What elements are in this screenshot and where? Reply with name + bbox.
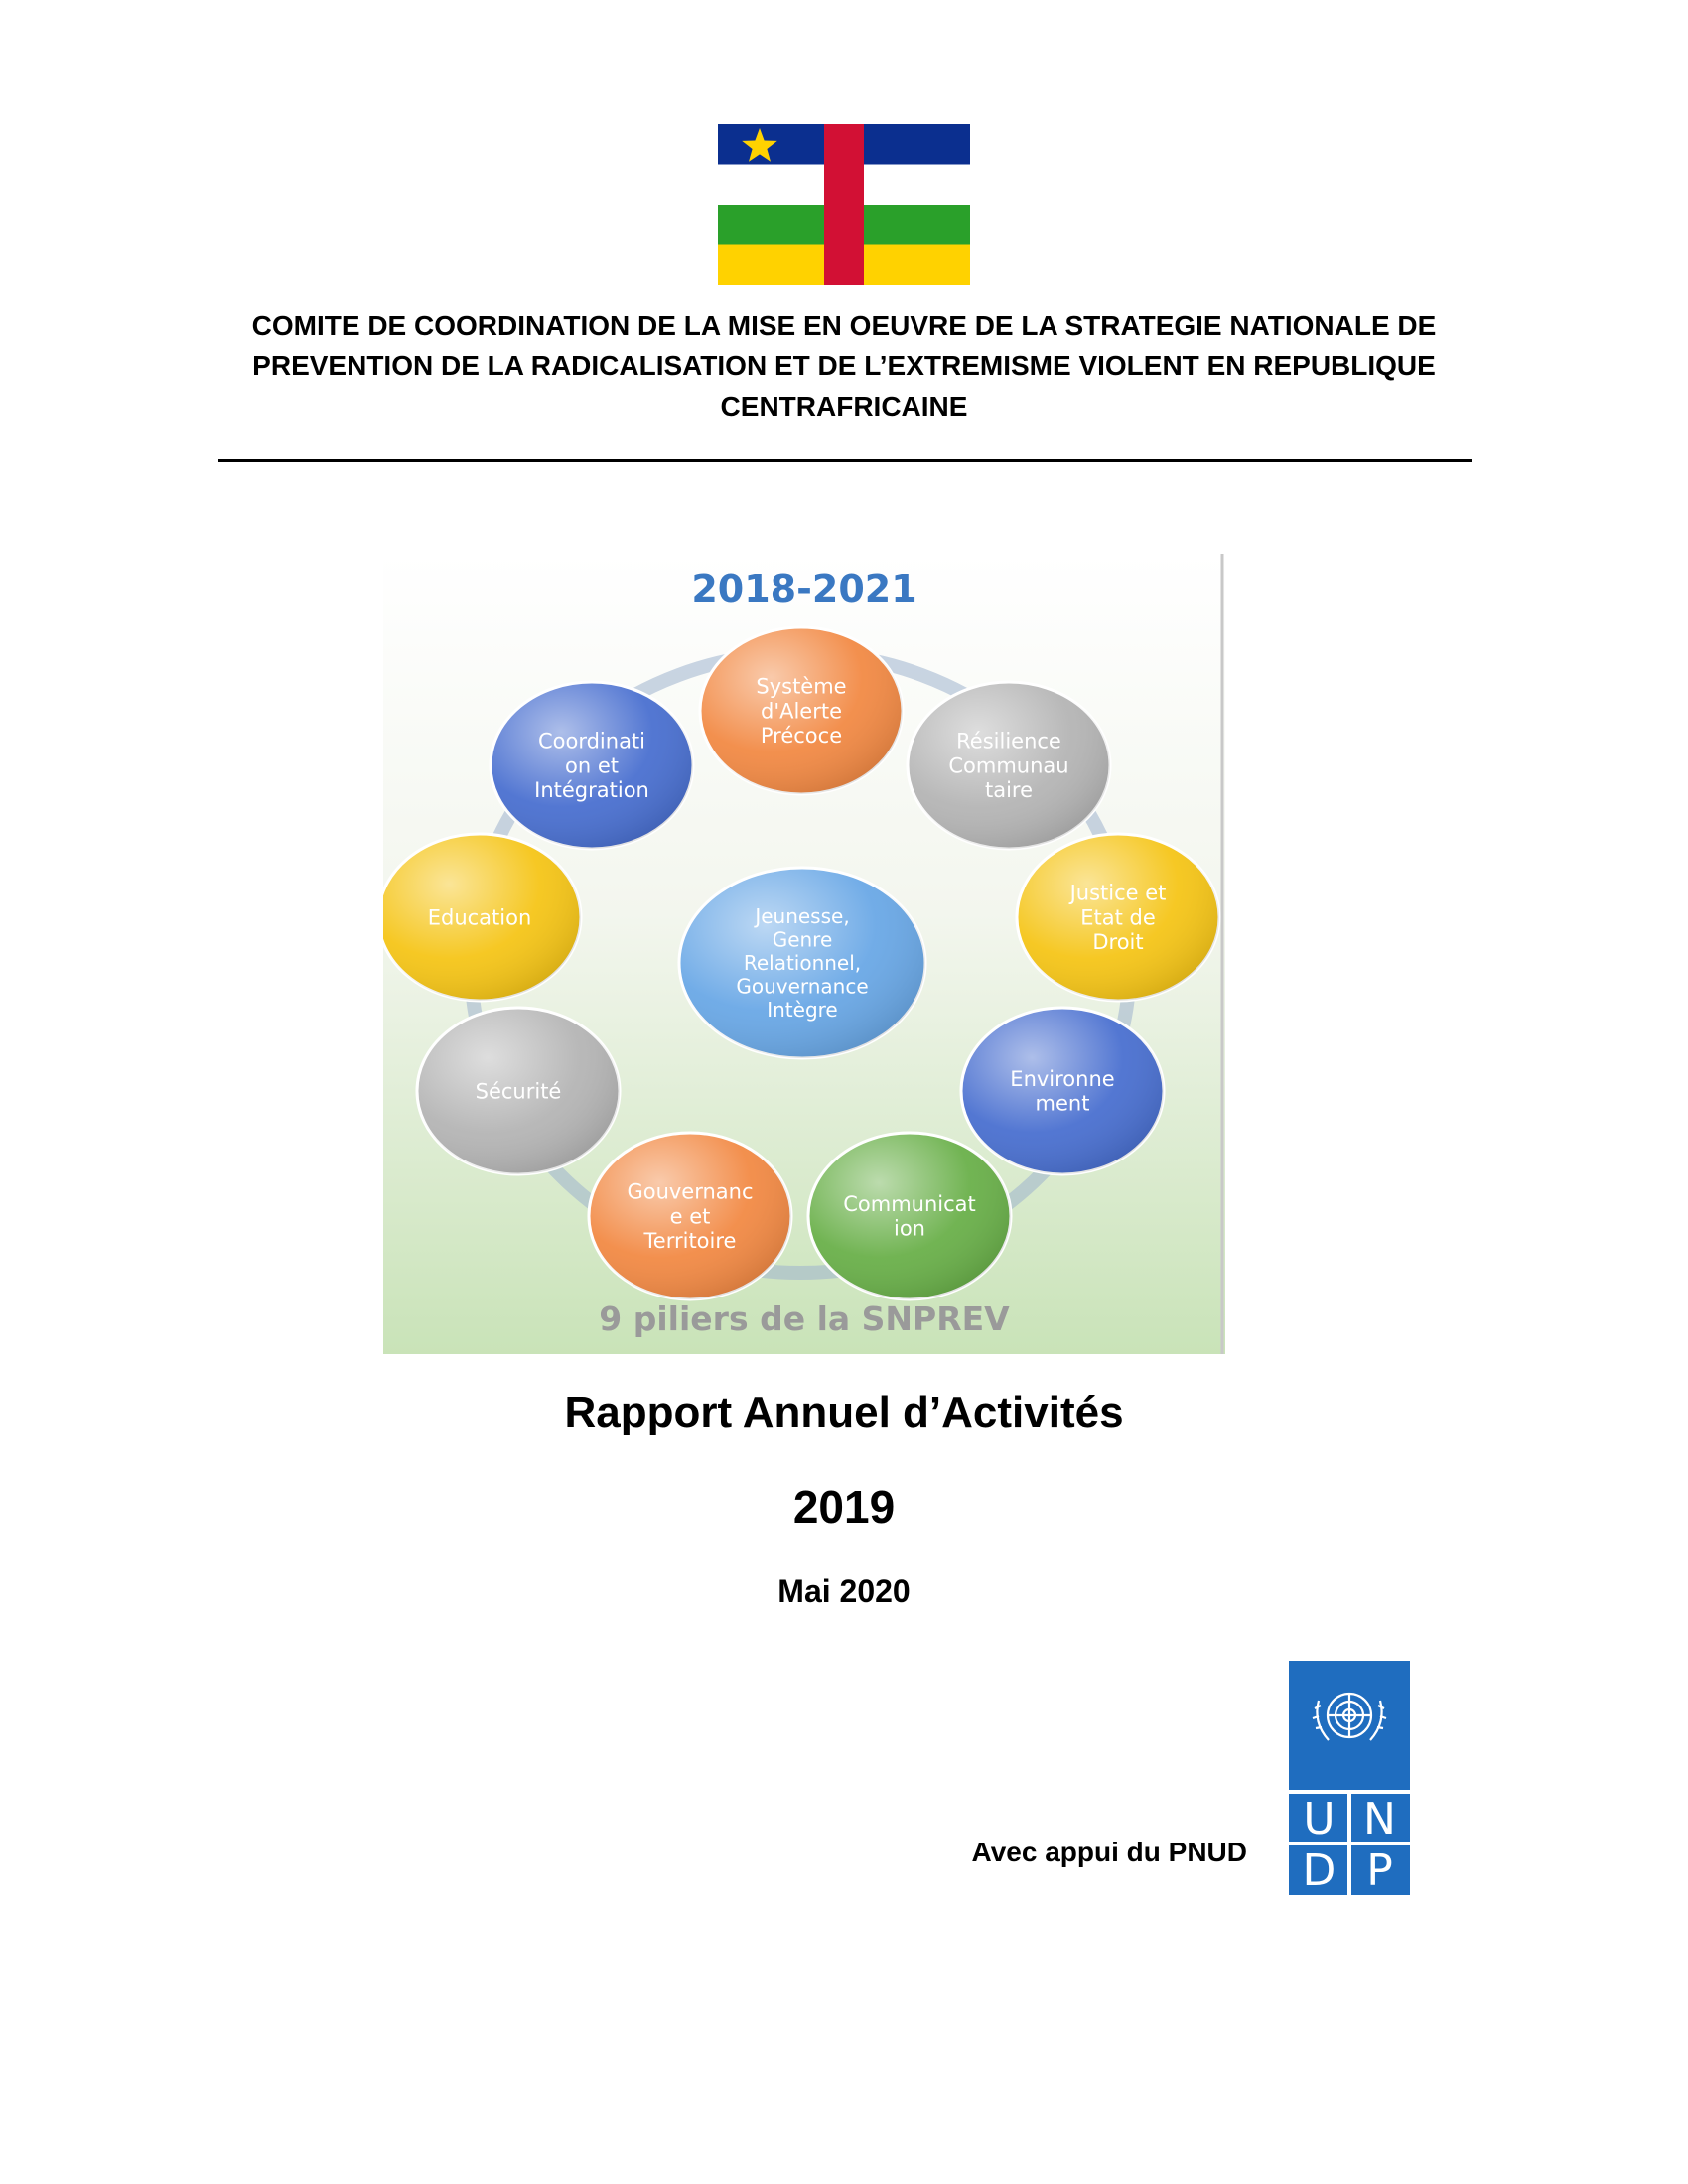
committee-title-line-1: COMITE DE COORDINATION DE LA MISE EN OEUVRE DE LA STRATEGIE NATIONALE DE xyxy=(251,310,1437,341)
car-flag-icon xyxy=(718,124,970,285)
pillar-node-label: ion xyxy=(894,1216,925,1241)
center-node-label: Jeunesse, xyxy=(755,903,850,928)
snprev-pillars-diagram xyxy=(383,554,1225,1354)
support-text: Avec appui du PNUD xyxy=(971,1837,1247,1867)
pillar-node xyxy=(961,1008,1164,1174)
diagram-caption: 9 piliers de la SNPREV xyxy=(599,1299,1010,1338)
pillar-node-label: Système xyxy=(756,674,847,699)
committee-title-line-2: PREVENTION DE LA RADICALISATION ET DE L’EXTREMISME VIOLENT EN REPUBLIQUE xyxy=(252,350,1436,381)
report-date: Mai 2020 xyxy=(777,1573,911,1609)
committee-title xyxy=(199,305,1489,427)
pillar-node xyxy=(383,834,581,1001)
pillar-node-label: Droit xyxy=(1092,930,1144,955)
report-year: 2019 xyxy=(792,1481,896,1533)
committee-title-line-3: CENTRAFRICAINE xyxy=(720,391,968,422)
pillar-node-label: on et xyxy=(565,753,619,778)
pillar-node-label: Communau xyxy=(948,753,1069,778)
pillar-node-label: Précoce xyxy=(760,724,843,749)
pillar-node xyxy=(808,1133,1011,1299)
pillar-node-label: ment xyxy=(1035,1091,1090,1116)
pillar-node-label: Justice et xyxy=(1069,881,1167,905)
report-title: Rapport Annuel d’Activités xyxy=(564,1388,1124,1436)
pillar-node-label: Communicat xyxy=(843,1191,976,1216)
center-node-label: Intègre xyxy=(767,998,838,1023)
pillar-node-label: Territoire xyxy=(643,1229,737,1254)
pillar-node xyxy=(1017,834,1219,1001)
center-node xyxy=(679,868,925,1058)
pillar-node-label: e et xyxy=(669,1204,711,1229)
center-node-label: Genre xyxy=(772,927,833,952)
pillar-node xyxy=(491,682,693,849)
pillar-node xyxy=(908,682,1110,849)
undp-letter: N xyxy=(1363,1794,1396,1844)
undp-logo xyxy=(1289,1661,1410,1895)
pillar-node-label: Résilience xyxy=(956,729,1061,753)
flag-band-red xyxy=(824,124,864,285)
diagram-period: 2018-2021 xyxy=(691,567,917,611)
undp-letter: P xyxy=(1366,1845,1393,1895)
pillar-node xyxy=(700,627,903,794)
center-node-label: Relationnel, xyxy=(743,951,862,975)
pillar-node-label: Gouvernanc xyxy=(627,1179,754,1204)
header-divider xyxy=(218,459,1472,462)
pillar-node-label: Education xyxy=(427,905,532,930)
undp-letter: U xyxy=(1303,1794,1336,1844)
pillar-node-label: taire xyxy=(984,778,1034,803)
pillar-node xyxy=(589,1133,791,1299)
undp-letter: D xyxy=(1302,1845,1336,1895)
pillar-node-label: Environne xyxy=(1010,1066,1115,1091)
pillar-node-label: Etat de xyxy=(1080,905,1156,930)
pillar-node-label: d'Alerte xyxy=(760,699,843,724)
center-node-label: Gouvernance xyxy=(736,974,869,999)
pillar-node-label: Coordinati xyxy=(537,729,646,753)
pillar-node-label: Intégration xyxy=(534,778,649,803)
pillar-node-label: Sécurité xyxy=(475,1079,562,1104)
pillar-node xyxy=(417,1008,620,1174)
